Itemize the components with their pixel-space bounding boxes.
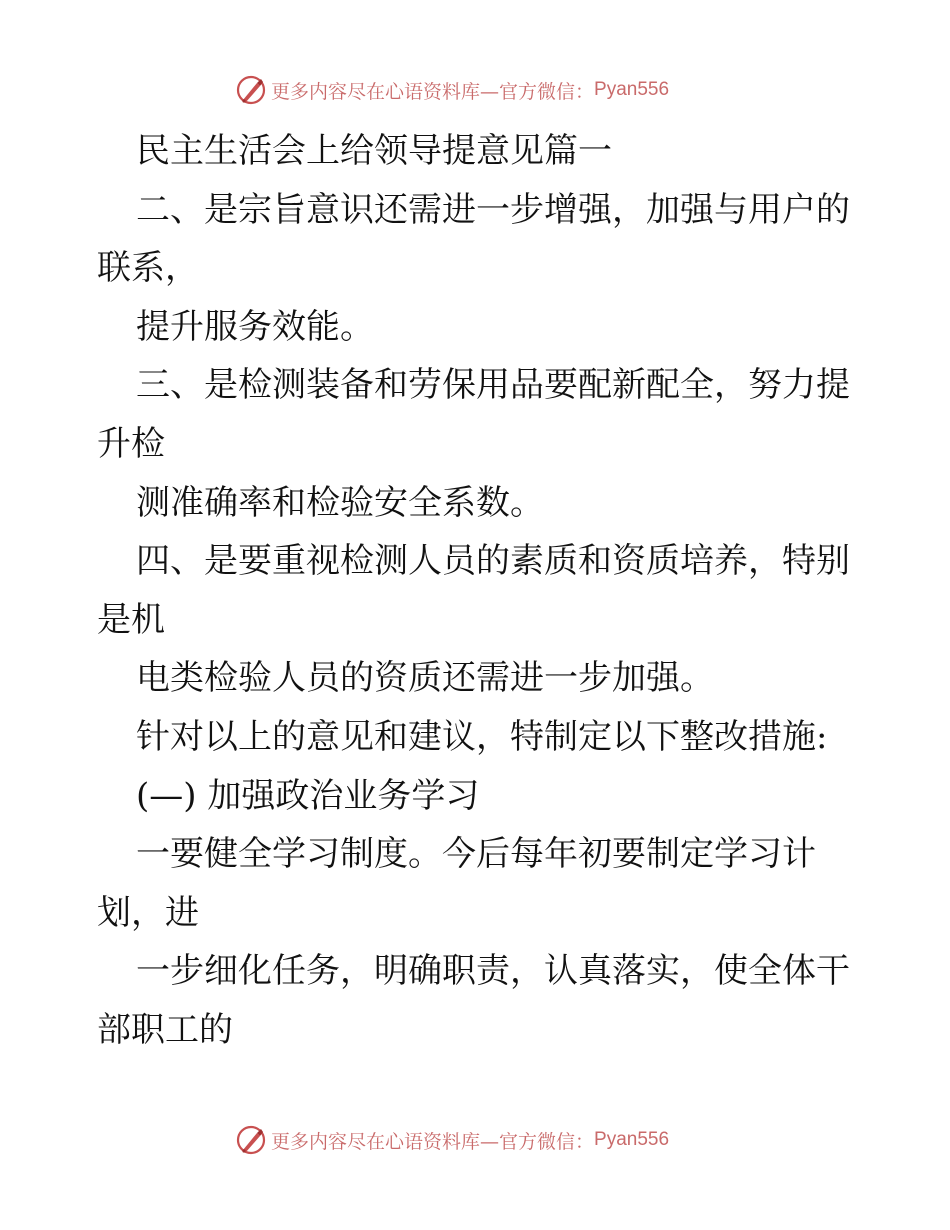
- footer-watermark: [235, 1123, 669, 1157]
- watermark-wechat-id: Pyan556: [594, 79, 670, 100]
- pen-logo-icon: [235, 1124, 267, 1156]
- text-line: 三、是检测装备和劳保用品要配新配全，努力提: [136, 365, 850, 406]
- watermark-wechat-id: Pyan556: [594, 1129, 670, 1150]
- text-line: 是机: [97, 599, 165, 640]
- text-line: 提升服务效能。: [136, 306, 374, 347]
- watermark-text: 更多内容尽在心语资料库—官方微信：: [271, 1130, 595, 1153]
- section-heading: (—) 加强政治业务学习: [136, 775, 480, 816]
- pen-logo-icon: [235, 74, 267, 106]
- text-line: 一步细化任务，明确职责，认真落实，使全体干: [136, 951, 850, 992]
- document-heading: 民主生活会上给领导提意见篇一: [136, 131, 612, 171]
- text-line: 测准确率和检验安全系数。: [136, 482, 544, 523]
- text-line: 划，进: [97, 892, 199, 933]
- text-line: 升检: [97, 423, 165, 464]
- text-line: 联系，: [97, 248, 199, 289]
- text-line: 部职工的: [97, 1009, 233, 1050]
- watermark-text: 更多内容尽在心语资料库—官方微信：: [271, 80, 595, 103]
- document-body: [97, 122, 857, 1060]
- text-line: 电类检验人员的资质还需进一步加强。: [136, 658, 714, 699]
- header-watermark: [235, 73, 669, 107]
- text-line: 四、是要重视检测人员的素质和资质培养，特别: [136, 541, 850, 582]
- text-line: 二、是宗旨意识还需进一步增强，加强与用户的: [136, 189, 850, 230]
- text-line: 针对以上的意见和建议，特制定以下整改措施:: [136, 716, 828, 757]
- text-line: 一要健全学习制度。今后每年初要制定学习计: [136, 834, 816, 875]
